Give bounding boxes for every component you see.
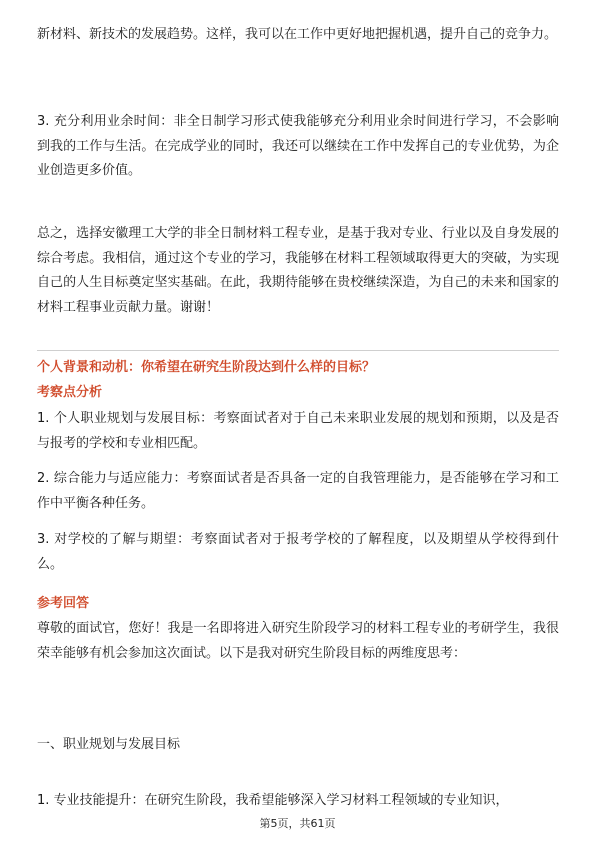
answer-section-title: 一、职业规划与发展目标 [37, 737, 181, 752]
answer-intro: 尊敬的面试官，您好！我是一名即将进入研究生阶段学习的材料工程专业的考研学生，我很荣幸能够有机会参加这次面试。以下是我对研究生阶段目标的两维度思考： [37, 621, 559, 661]
analysis-point-1: 1. 个人职业规划与发展目标：考察面试者对于自己未来职业发展的规划和预期，以及是否与报考的学校和专业相匹配。 [37, 411, 559, 451]
analysis-point-3: 3. 对学校的了解与期望：考察面试者对于报考学校的了解程度，以及期望从学校得到什么。 [37, 532, 559, 572]
paragraph-conclusion: 总之，选择安徽理工大学的非全日制材料工程专业，是基于我对专业、行业以及自身发展的综合考虑。我相信，通过这个专业的学习，我能够在材料工程领域取得更大的突破，为实现自己的人生目标奠定坚实基础。在此，我期待能够在贵校继续深造，为自己的未来和国家的材料工程事业贡献力量。谢谢！ [37, 226, 559, 315]
question-heading: 个人背景和动机：你希望在研究生阶段达到什么样的目标？ [37, 360, 376, 375]
page-footer: 第5页，共61页 [259, 817, 336, 830]
answer-point-1: 1. 专业技能提升：在研究生阶段，我希望能够深入学习材料工程领域的专业知识， [37, 793, 509, 808]
answer-heading: 参考回答 [37, 596, 90, 611]
paragraph-continuation: 新材料、新技术的发展趋势。这样，我可以在工作中更好地把握机遇，提升自己的竞争力。 [37, 27, 558, 42]
analysis-point-2: 2. 综合能力与适应能力：考察面试者是否具备一定的自我管理能力，是否能够在学习和工作中平衡各种任务。 [37, 471, 559, 511]
analysis-heading: 考察点分析 [37, 385, 103, 400]
section-divider [37, 350, 559, 351]
paragraph-point-3: 3. 充分利用业余时间：非全日制学习形式使我能够充分利用业余时间进行学习，不会影响到我的工作与生活。在完成学业的同时，我还可以继续在工作中发挥自己的专业优势，为企业创造更多价值。 [37, 114, 559, 178]
